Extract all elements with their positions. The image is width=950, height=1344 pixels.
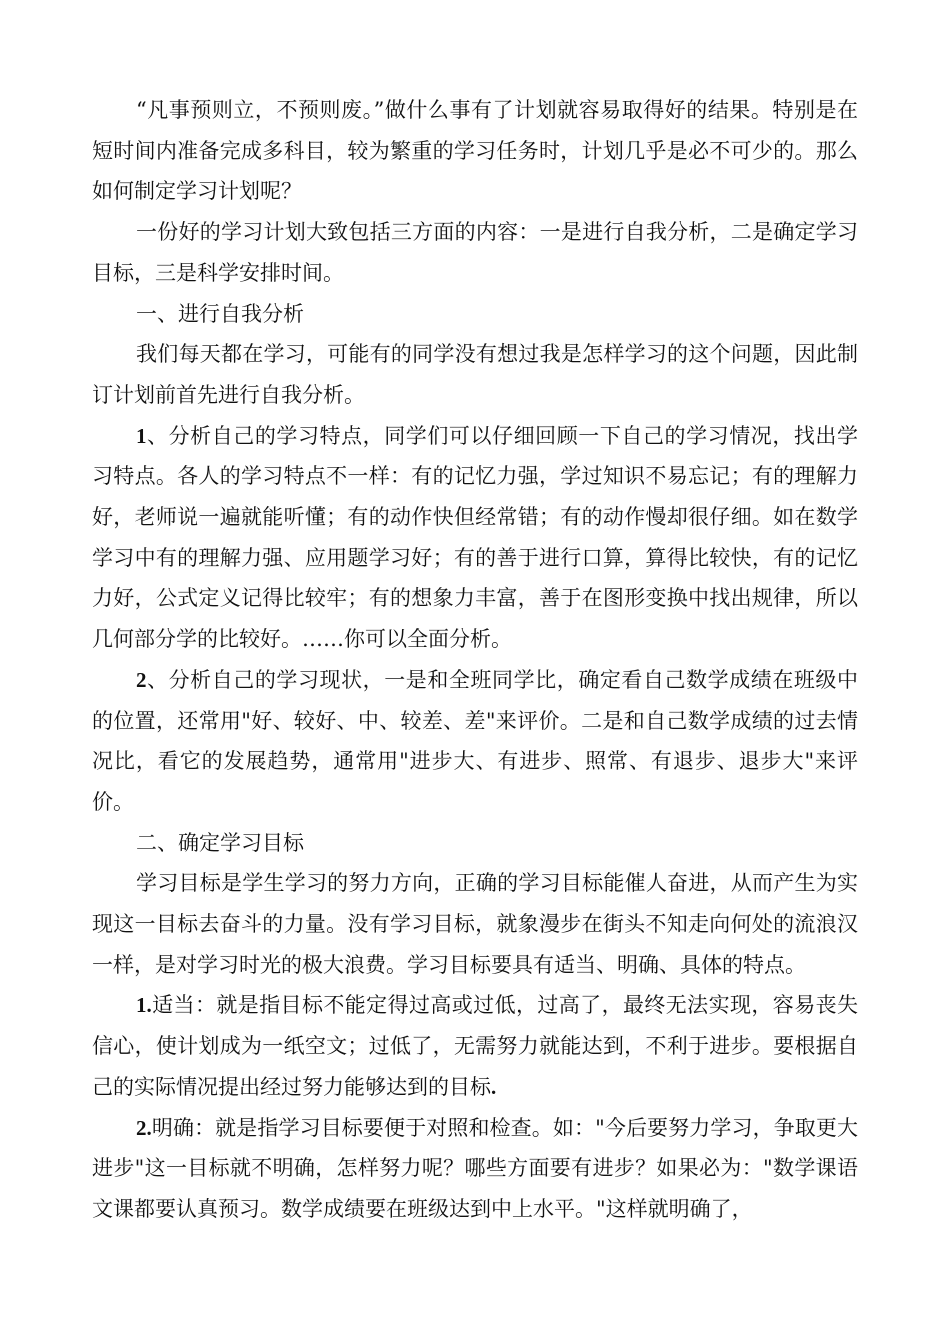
item-number: 1. [136, 993, 152, 1018]
paragraph-overview: 一份好的学习计划大致包括三方面的内容：一是进行自我分析，二是确定学习目标，三是科学安排时间。 [92, 220, 858, 285]
item-text: 、分析自己的学习特点，同学们可以仔细回顾一下自己的学习情况，找出学习特点。各人的学习特点不一样：有的记忆力强，学过知识不易忘记；有的理解力好，老师说一遍就能听懂；有的动作快但经常错；有的动作慢却很仔细。如在数学学习中有的理解力强、应用题学习好；有的善于进行口算，算得比较快，有的记忆力好，公式定义记得比较牢；有的想象力丰富，善于在图形变换中找出规律，所以几何部分学的比较好。……你可以全面分析。 [92, 423, 858, 652]
item-number: 1 [136, 423, 147, 448]
document-body [92, 90, 858, 1230]
item-end-mark: . [491, 1074, 497, 1099]
item-text: 、分析自己的学习现状，一是和全班同学比，确定看自己数学成绩在班级中的位置，还常用"好、较好、中、较差、差"来评价。二是和自己数学成绩的过去情况比，看它的发展趋势，通常用"进步大、有进步、照常、有退步、退步大"来评价。 [92, 667, 858, 814]
paragraph-goal-clear [92, 1108, 858, 1230]
item-number: 2 [136, 667, 147, 692]
paragraph-self-analysis-intro: 我们每天都在学习，可能有的同学没有想过我是怎样学习的这个问题，因此制订计划前首先进行自我分析。 [92, 342, 858, 407]
item-text: 适当：就是指目标不能定得过高或过低，过高了，最终无法实现，容易丧失信心，使计划成为一纸空文；过低了，无需努力就能达到，不利于进步。要根据自己的实际情况提出经过努力能够达到的目标 [92, 993, 858, 1099]
section-heading-self-analysis: 一、进行自我分析 [136, 301, 304, 326]
item-number: 2. [136, 1115, 152, 1140]
section-heading-goals: 二、确定学习目标 [136, 830, 304, 855]
paragraph-goal-appropriate [92, 985, 858, 1107]
item-text: 明确：就是指学习目标要便于对照和检查。如："今后要努力学习，争取更大进步"这一目标就不明确，怎样努力呢？哪些方面要有进步？如果必为："数学课语文课都要认真预习。数学成绩要在班级达到中上水平。"这样就明确了， [92, 1115, 858, 1221]
paragraph-learning-traits [92, 416, 858, 660]
paragraph-learning-status [92, 660, 858, 823]
paragraph-goals-intro: 学习目标是学生学习的努力方向，正确的学习目标能催人奋进，从而产生为实现这一目标去奋斗的力量。没有学习目标，就象漫步在街头不知走向何处的流浪汉一样，是对学习时光的极大浪费。学习目标要具有适当、明确、具体的特点。 [92, 871, 858, 977]
paragraph-intro: “凡事预则立，不预则废。”做什么事有了计划就容易取得好的结果。特别是在短时间内准备完成多科目，较为繁重的学习任务时，计划几乎是必不可少的。那么如何制定学习计划呢？ [92, 98, 858, 204]
